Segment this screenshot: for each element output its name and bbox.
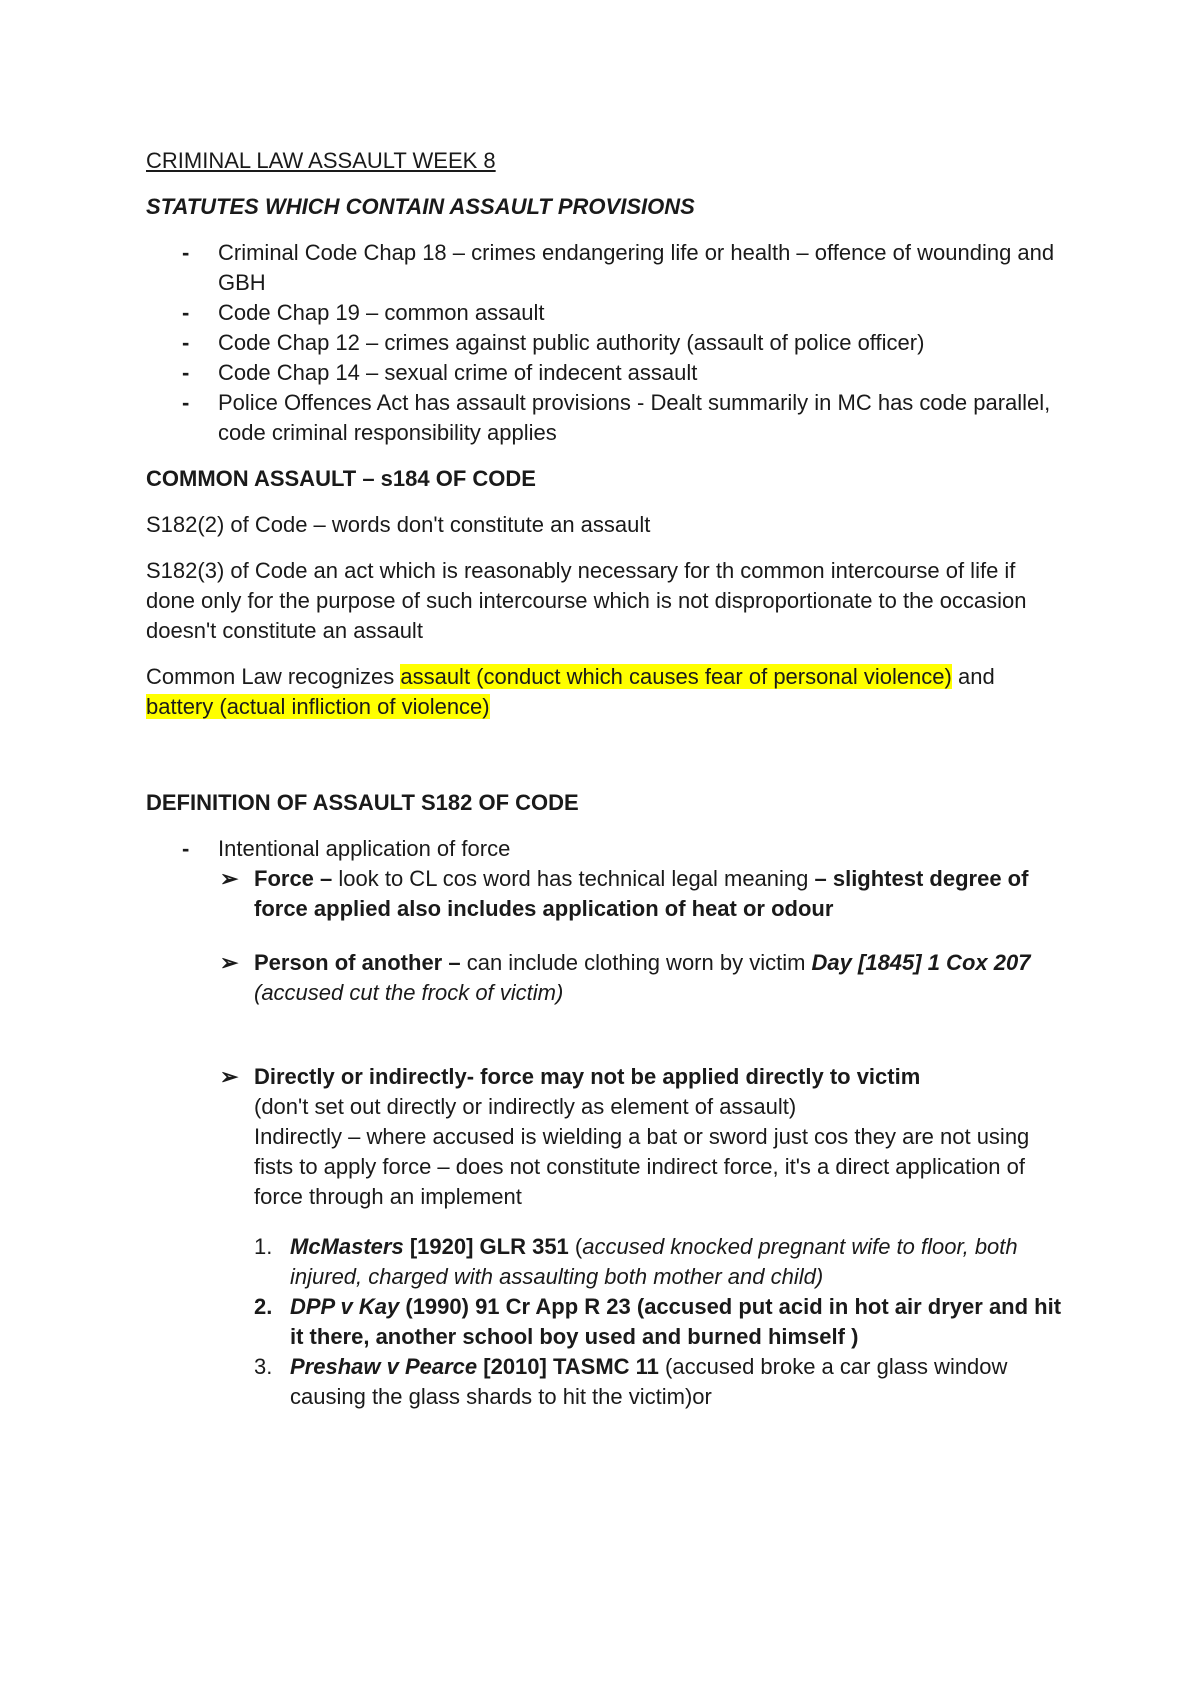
force-label: Force – (254, 866, 333, 891)
case-citation: [2010] TASMC 11 (477, 1354, 659, 1379)
list-item: - Code Chap 14 – sexual crime of indecent assault (146, 358, 1066, 388)
direct-label: Directly or indirectly- force may not be applied directly to victim (254, 1064, 921, 1089)
case-paren: ( (568, 1234, 583, 1259)
list-item (254, 1292, 1066, 1352)
case-name: DPP v Kay (290, 1294, 400, 1319)
force-bold: – slightest degree of force applied also includes application of heat or odour (254, 866, 1029, 921)
paragraph: S182(2) of Code – words don't constitute an assault (146, 512, 651, 537)
case-number: 2. (254, 1294, 273, 1319)
case-description: (accused put acid in hot air dryer and hit it there, another school boy used and burned himself ) (290, 1294, 1062, 1349)
case-name: McMasters (290, 1234, 404, 1259)
document-content (146, 146, 1066, 1428)
list-item (254, 1232, 1066, 1292)
case-description: (accused broke a car glass window causing the glass shards to hit the victim)or (290, 1354, 1008, 1409)
direct-paragraph: Indirectly – where accused is wielding a bat or sword just cos they are not using fists to apply force – does not constitute indirect force, it's a direct application of force through an implement (254, 1124, 1030, 1209)
arrow-bullet-icon: ➢ (220, 866, 239, 891)
list-item: - Police Offences Act has assault provisions - Dealt summarily in MC has code parallel, code criminal responsibility applies (146, 388, 1066, 448)
person-label: Person of another – (254, 950, 461, 975)
case-description: accused knocked pregnant wife to floor, both injured, charged with assaulting both mother and child) (290, 1234, 1018, 1289)
case-number: 1. (254, 1234, 273, 1259)
person-text: can include clothing worn by victim (460, 950, 812, 975)
text: and (951, 664, 995, 689)
case-name: Preshaw v Pearce (290, 1354, 478, 1379)
case-number: 3. (254, 1354, 273, 1379)
definition-item: - Intentional application of force (218, 836, 511, 861)
case-name: Day [1845] 1 Cox 207 (811, 950, 1031, 975)
direct-paragraph: (don't set out directly or indirectly as element of assault) (254, 1094, 797, 1119)
arrow-bullet-icon: ➢ (220, 950, 239, 975)
case-citation: [1920] GLR 351 (403, 1234, 569, 1259)
list-item (218, 1062, 1066, 1412)
common-assault-heading: COMMON ASSAULT – s184 OF CODE (146, 466, 536, 491)
paragraph (146, 662, 1066, 722)
highlight-battery: battery (actual infliction of violence) (146, 694, 490, 719)
definition-list (146, 834, 1066, 1412)
statutes-list (146, 238, 1066, 448)
list-item (146, 834, 1066, 1412)
arrow-bullet-icon: ➢ (220, 1064, 239, 1089)
page-title: CRIMINAL LAW ASSAULT WEEK 8 (146, 148, 496, 173)
list-item: - Code Chap 19 – common assault (146, 298, 1066, 328)
text: Common Law recognizes (146, 664, 401, 689)
list-item (218, 948, 1066, 1008)
list-item (254, 1352, 1066, 1412)
case-note: (accused cut the frock of victim) (254, 980, 564, 1005)
highlight-assault: assault (conduct which causes fear of personal violence) (400, 664, 952, 689)
list-item: - Criminal Code Chap 18 – crimes endangering life or health – offence of wounding and GBH (146, 238, 1066, 298)
case-citation: (1990) 91 Cr App R 23 (399, 1294, 631, 1319)
cases-list (254, 1232, 1066, 1412)
force-text: look to CL cos word has technical legal meaning (332, 866, 815, 891)
paragraph: S182(3) of Code an act which is reasonably necessary for th common intercourse of life if done only for the purpose of such intercourse which is not disproportionate to the occasion doesn't constitute an assault (146, 558, 1027, 643)
definition-heading: DEFINITION OF ASSAULT S182 OF CODE (146, 790, 579, 815)
list-item: - Code Chap 12 – crimes against public authority (assault of police officer) (146, 328, 1066, 358)
element-list (218, 864, 1066, 1412)
section-subtitle: STATUTES WHICH CONTAIN ASSAULT PROVISIONS (146, 194, 695, 219)
list-item (218, 864, 1066, 924)
